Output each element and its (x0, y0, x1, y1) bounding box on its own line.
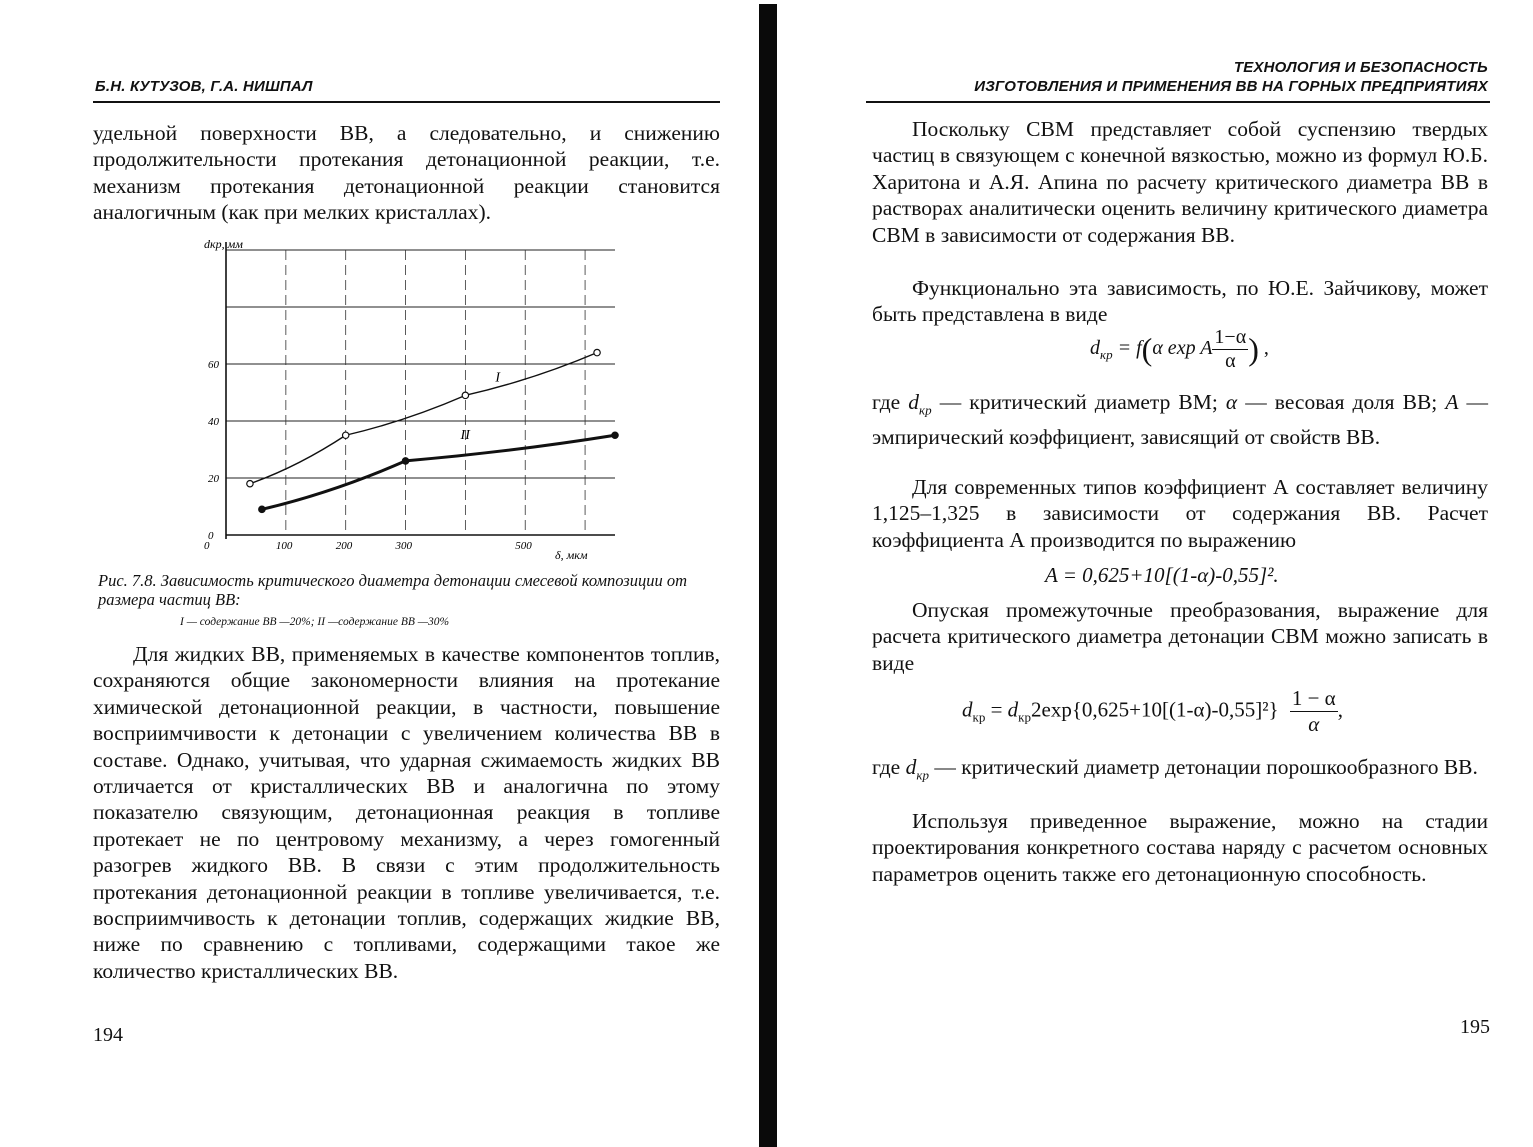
x-tick-label: 0 (204, 540, 210, 552)
formula1-inner: α exp A (1152, 337, 1213, 360)
y-tick-label: 20 (208, 473, 219, 485)
formula3-body: 2exp{0,625+10[(1-α)-0,55]²} (1031, 697, 1279, 722)
right-paragraph-1: Поскольку СВМ представляет собой суспензию твердых частиц в связующем с конечной вязкостью, можно из формул Ю.Б. Харитона и А.Я. Апина по расчету критического диаметра ВВ в растворах аналитически оценить величину критического диаметра СВМ в зависимости от содержания ВВ. (872, 117, 1488, 247)
right-paragraph-5: Опуская промежуточные преобразования, выражение для расчета критического диаметра детонации СВМ можно записать в виде (872, 598, 1488, 675)
formula3-tail: , (1337, 697, 1343, 722)
right-paragraph-3 (872, 389, 1488, 450)
right-paragraph-6 (872, 754, 1488, 789)
formula1-lhs-sub: кр (1100, 347, 1113, 363)
right-running-head-line2: ИЗГОТОВЛЕНИЯ И ПРИМЕНЕНИЯ ВВ НА ГОРНЫХ ПРЕДПРИЯТИЯХ (974, 78, 1488, 95)
chart-axes (226, 242, 615, 539)
y-tick-label: 0 (208, 530, 214, 542)
data-point-II (612, 432, 618, 438)
critical-diameter-chart (190, 230, 630, 570)
chart-labels (204, 237, 588, 562)
right-paragraph-4: Для современных типов коэффициент А составляет величину 1,125–1,325 в зависимости от содержания ВВ. Расчет коэффициента А производится по выражению (872, 475, 1488, 552)
formula3-rhs: d (1007, 697, 1019, 722)
para3-w2: — критический диаметр ВМ; (931, 390, 1226, 414)
para3-w1: где (872, 390, 909, 414)
y-tick-label: 60 (208, 359, 219, 371)
formula-coefficient-A (1045, 563, 1279, 588)
series-line-I (250, 353, 597, 484)
formula2-text: A = 0,625+10[(1-α)-0,55]². (1045, 563, 1279, 587)
right-header-rule (866, 101, 1490, 103)
formula1-frac-num: 1−α (1214, 326, 1247, 348)
left-paragraph-bottom: Для жидких ВВ, применяемых в качестве компонентов топлив, сохраняются общие закономерности влияния на протекание химической детонационной реакции, в частности, повышение восприимчивости к детонации с увеличением количества ВВ в составе. Однако, учитывая, что ударная сжимаемость жидких ВВ отличается от кристаллических ВВ и аналогична по этому показателю связующим, детонационная реакция в топливе протекает не по центровому механизму, а через гомогенный разогрев жидкого ВВ. В связи с этим продолжительность протекания детонационной реакции в топливе увеличивается, т.е. восприимчивость к детонации топлив, содержащих жидкие ВВ, ниже по сравнению с топливами, содержащими такое же количество кристаллических ВВ. (93, 642, 720, 983)
left-header-rule (93, 101, 720, 103)
x-tick-label: 100 (275, 540, 293, 552)
x-axis-label: δ, мкм (555, 548, 588, 562)
data-point-I (594, 349, 600, 355)
formula3-frac-num: 1 − α (1291, 686, 1336, 710)
x-tick-label: 300 (395, 540, 413, 552)
formula3-lhs-sub: кр (972, 709, 986, 725)
right-running-head-line1: ТЕХНОЛОГИЯ И БЕЗОПАСНОСТЬ (1233, 59, 1488, 76)
para6-w1: где (872, 755, 906, 779)
para6-sub: кр (916, 767, 929, 783)
data-point-I (247, 481, 253, 487)
para3-w3: — весовая доля ВВ; (1237, 390, 1446, 414)
formula1-frac-den: α (1225, 350, 1236, 372)
right-page-number: 195 (1460, 1016, 1490, 1038)
y-axis-label: dкр, мм (204, 237, 243, 251)
para3-alpha: α (1225, 390, 1238, 414)
formula3-frac-den: α (1308, 712, 1320, 736)
data-point-II (402, 458, 408, 464)
para3-sub: кр (919, 402, 932, 418)
x-tick-label: 500 (515, 540, 532, 552)
formula1-tail: , (1258, 337, 1269, 360)
series-label-II: II (460, 427, 470, 443)
left-running-head: Б.Н. КУТУЗОВ, Г.А. НИШПАЛ (95, 78, 313, 95)
book-spine (759, 4, 777, 1147)
y-tick-label: 40 (208, 416, 219, 428)
formula3-lhs: d (962, 697, 973, 722)
formula-dkr-full (962, 686, 1343, 737)
figure-caption-title: Рис. 7.8. Зависимость критического диаметра детонации смесевой композиции от размера частиц ВВ: (98, 571, 688, 609)
para3-w4: — эмпирический коэффициент, зависящий от свойств ВВ. (872, 390, 1489, 449)
data-point-II (259, 506, 265, 512)
x-tick-label: 200 (335, 540, 353, 552)
right-paragraph-7: Используя приведенное выражение, можно на стадии проектирования конкретного состава наряду с расчетом основных параметров оценить также его детонационную способность. (872, 809, 1488, 886)
right-paragraph-2: Функционально эта зависимость, по Ю.Е. Зайчикову, может быть представлена в виде (872, 276, 1488, 327)
para6-d: d (905, 755, 917, 779)
formula3-eq: = (985, 697, 1008, 722)
figure-caption-legend: I — содержание ВВ —20%; II —содержание ВВ —30% (180, 616, 450, 628)
chart-series (247, 349, 618, 512)
para6-w2: — критический диаметр детонации порошкообразного ВВ. (928, 755, 1478, 779)
para3-A: A (1445, 390, 1459, 414)
left-paragraph-top: удельной поверхности ВВ, а следовательно, и снижению продолжительности протекания детонационной реакции, т.е. механизм протекания детонационной реакции становится аналогичным (как при мелких кристаллах). (93, 121, 720, 225)
data-point-I (462, 392, 468, 398)
formula1-eq: = f (1112, 337, 1142, 360)
series-label-I: I (495, 370, 501, 386)
chart-grid (226, 250, 615, 535)
para3-d: d (908, 390, 920, 414)
formula3-rhs-sub: кр (1018, 709, 1031, 725)
formula-dkr-function: $d_{кр} = f(\alpha$ exp A $\frac{1-\alpha}{\alpha}$ ) , (1090, 326, 1269, 372)
formula1-lhs: d (1090, 337, 1100, 360)
series-line-II (262, 435, 615, 509)
data-point-I (342, 432, 348, 438)
left-page-number: 194 (93, 1024, 123, 1046)
